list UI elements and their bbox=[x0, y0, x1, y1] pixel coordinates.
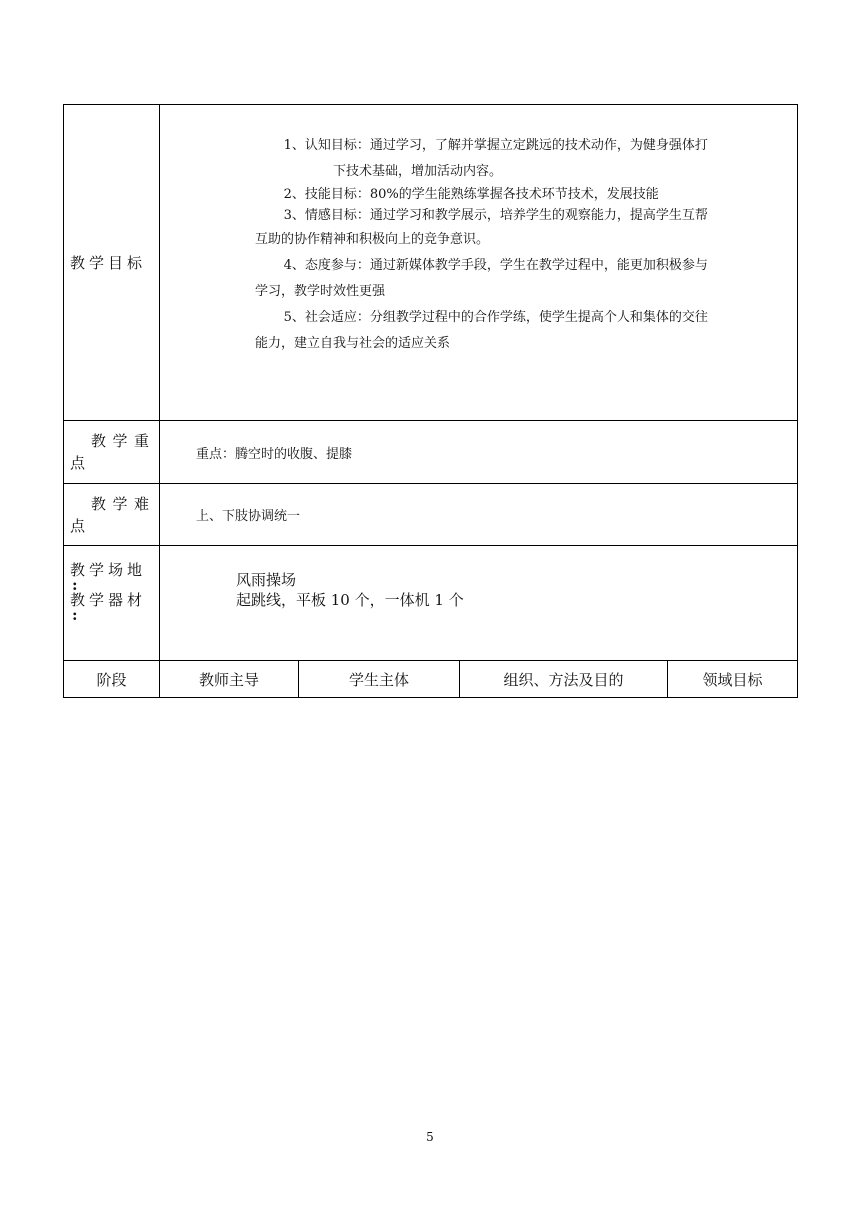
venue-label-text: 教学场地 bbox=[70, 561, 147, 579]
venue-label bbox=[64, 546, 160, 661]
header-organization-method: 组织、方法及目的 bbox=[460, 661, 668, 698]
key-points-content: 重点：腾空时的收腹、提膝 bbox=[160, 421, 798, 484]
objective-2: 2、技能目标：80%的学生能熟练掌握各技术环节技术，发展技能 bbox=[283, 187, 659, 202]
key-points-row bbox=[64, 421, 798, 484]
objective-3: 3、情感目标：通过学习和教学展示，培养学生的观察能力，提高学生互帮 bbox=[283, 208, 708, 223]
objectives-label bbox=[64, 105, 160, 421]
equipment-value: 起跳线，平板 10 个，一体机 1 个 bbox=[236, 591, 464, 609]
stage-header-row bbox=[64, 661, 798, 698]
difficulties-label bbox=[64, 484, 160, 546]
venue-value: 风雨操场 bbox=[236, 571, 297, 589]
header-student-subject: 学生主体 bbox=[299, 661, 460, 698]
objective-4: 4、态度参与：通过新媒体教学手段，学生在教学过程中，能更加积极参与 bbox=[283, 258, 708, 273]
objectives-content bbox=[160, 105, 798, 421]
objective-5-cont: 能力，建立自我与社会的适应关系 bbox=[255, 336, 451, 351]
objective-1-cont: 下技术基础，增加活动内容。 bbox=[333, 164, 503, 179]
difficulties-content: 上、下肢协调统一 bbox=[160, 484, 798, 546]
difficulties-label-text: 教学难点 bbox=[70, 494, 153, 535]
venue-row bbox=[64, 546, 798, 661]
objective-4-cont: 学习，教学时效性更强 bbox=[255, 284, 386, 299]
lesson-plan-table bbox=[63, 104, 798, 698]
difficulties-row bbox=[64, 484, 798, 546]
objectives-row bbox=[64, 105, 798, 421]
venue-colon: : bbox=[72, 576, 82, 594]
header-teacher-lead: 教师主导 bbox=[160, 661, 299, 698]
key-points-label bbox=[64, 421, 160, 484]
venue-content bbox=[160, 546, 798, 661]
objectives-label-text: 教学目标 bbox=[70, 253, 147, 272]
objective-5: 5、社会适应：分组教学过程中的合作学练，使学生提高个人和集体的交往 bbox=[283, 310, 708, 325]
header-domain-goal: 领域目标 bbox=[668, 661, 798, 698]
page-number: 5 bbox=[426, 1130, 434, 1144]
equipment-colon: : bbox=[72, 606, 82, 624]
key-points-label-text: 教学重点 bbox=[70, 432, 153, 472]
objective-1: 1、认知目标：通过学习，了解并掌握立定跳远的技术动作，为健身强体打 bbox=[283, 138, 708, 153]
equipment-label-text: 教学器材 bbox=[70, 591, 147, 609]
header-stage: 阶段 bbox=[64, 661, 160, 698]
objective-3-cont: 互助的协作精神和积极向上的竞争意识。 bbox=[255, 232, 490, 247]
